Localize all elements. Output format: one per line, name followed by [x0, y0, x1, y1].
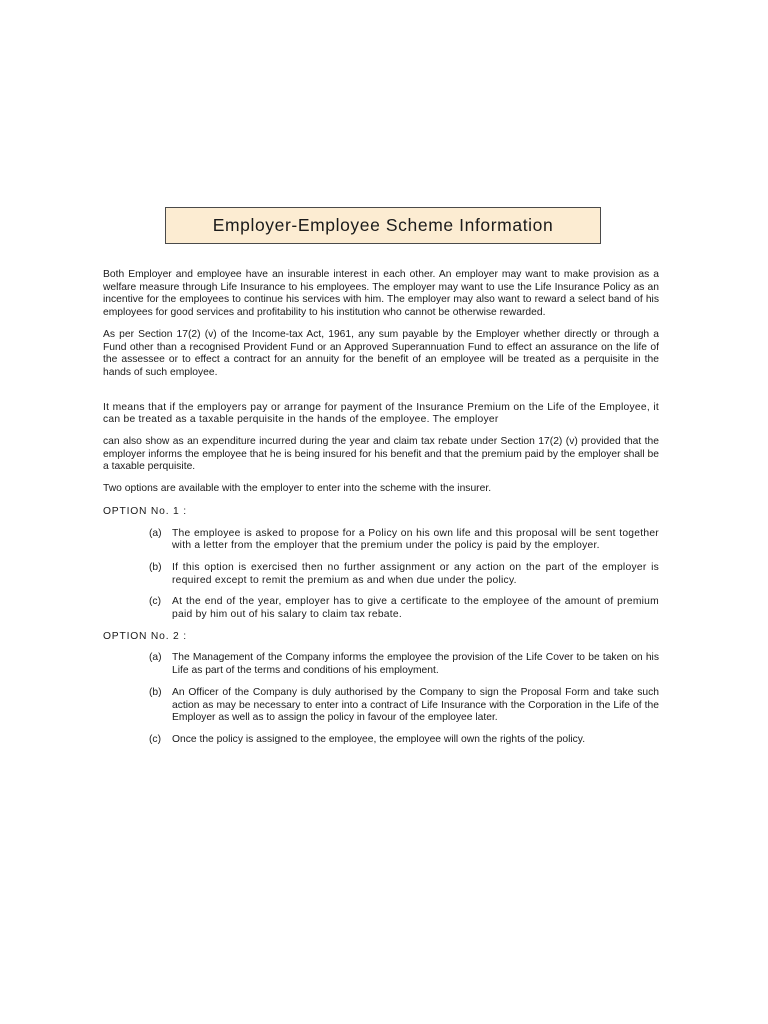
option-2-heading: OPTION No. 2 :	[103, 630, 187, 642]
item-text: Once the policy is assigned to the employee, the employee will own the rights of the policy.	[172, 733, 586, 745]
item-marker: (b)	[149, 561, 162, 573]
option-1-item-a	[149, 528, 659, 553]
paragraph-insurable-interest: Both Employer and employee have an insurable interest in each other. An employer may want to make provision as a welfare measure through Life Insurance to his employees. The employer may want to use the Life Insurance Policy as an incentive for the employees to continue his services with him. The employer may also want to reward a select band of his employees for good services and profitability to his institution who cannot be otherwise rewarded.	[103, 269, 659, 319]
option-2-item-a	[149, 652, 659, 677]
document-body	[103, 269, 659, 747]
paragraph-taxable-perquisite: It means that if the employers pay or arrange for payment of the Insurance Premium on the Life of the Employee, it can be treated as a taxable perquisite in the hands of the employee. The employer	[103, 401, 659, 426]
item-text: An Officer of the Company is duly authorised by the Company to sign the Proposal Form and take such action as may be necessary to enter into a contract of Life Insurance with the Corporation in the Life of the Employer as well as to assign the policy in favour of the employee later.	[172, 686, 659, 724]
item-marker: (c)	[149, 596, 162, 608]
option-1-item-b	[149, 562, 659, 587]
item-marker: (a)	[149, 527, 162, 539]
item-marker: (c)	[149, 733, 162, 745]
option-2-item-c	[149, 734, 659, 747]
option-1-heading: OPTION No. 1 :	[103, 505, 187, 517]
item-text: At the end of the year, employer has to give a certificate to the employee of the amount of premium paid by him out of his salary to claim tax rebate.	[172, 596, 659, 621]
paragraph-expenditure: can also show as an expenditure incurred during the year and claim tax rebate under Section 17(2) (v) provided that the employer informs the employee that he is being insured for his benefit and that the premium paid by the employer shall be a taxable perquisite.	[103, 436, 659, 473]
item-text: The employee is asked to propose for a Policy on his own life and this proposal will be sent together with a letter from the employer that the premium under the policy is paid by the employer.	[172, 527, 659, 552]
option-1-item-c	[149, 596, 659, 621]
title-box	[165, 207, 601, 244]
item-marker: (b)	[149, 686, 162, 698]
option-2-item-b	[149, 687, 659, 725]
page-title: Employer-Employee Scheme Information	[212, 215, 554, 235]
item-text: If this option is exercised then no further assignment or any action on the part of the employer is required except to remit the premium as and when due under the policy.	[172, 561, 659, 586]
paragraph-section-17: As per Section 17(2) (v) of the Income-tax Act, 1961, any sum payable by the Employer whether directly or through a Fund other than a recognised Provident Fund or an Approved Superannuation Fund to effect an assurance on the life of the assessee or to effect a contract for an annuity for the benefit of an employee will be treated as a perquisite in the hands of such employee.	[103, 328, 659, 378]
item-marker: (a)	[149, 652, 162, 664]
paragraph-two-options: Two options are available with the employer to enter into the scheme with the insurer.	[103, 483, 492, 495]
item-text: The Management of the Company informs the employee the provision of the Life Cover to be taken on his Life as part of the terms and conditions of his employment.	[172, 652, 659, 677]
